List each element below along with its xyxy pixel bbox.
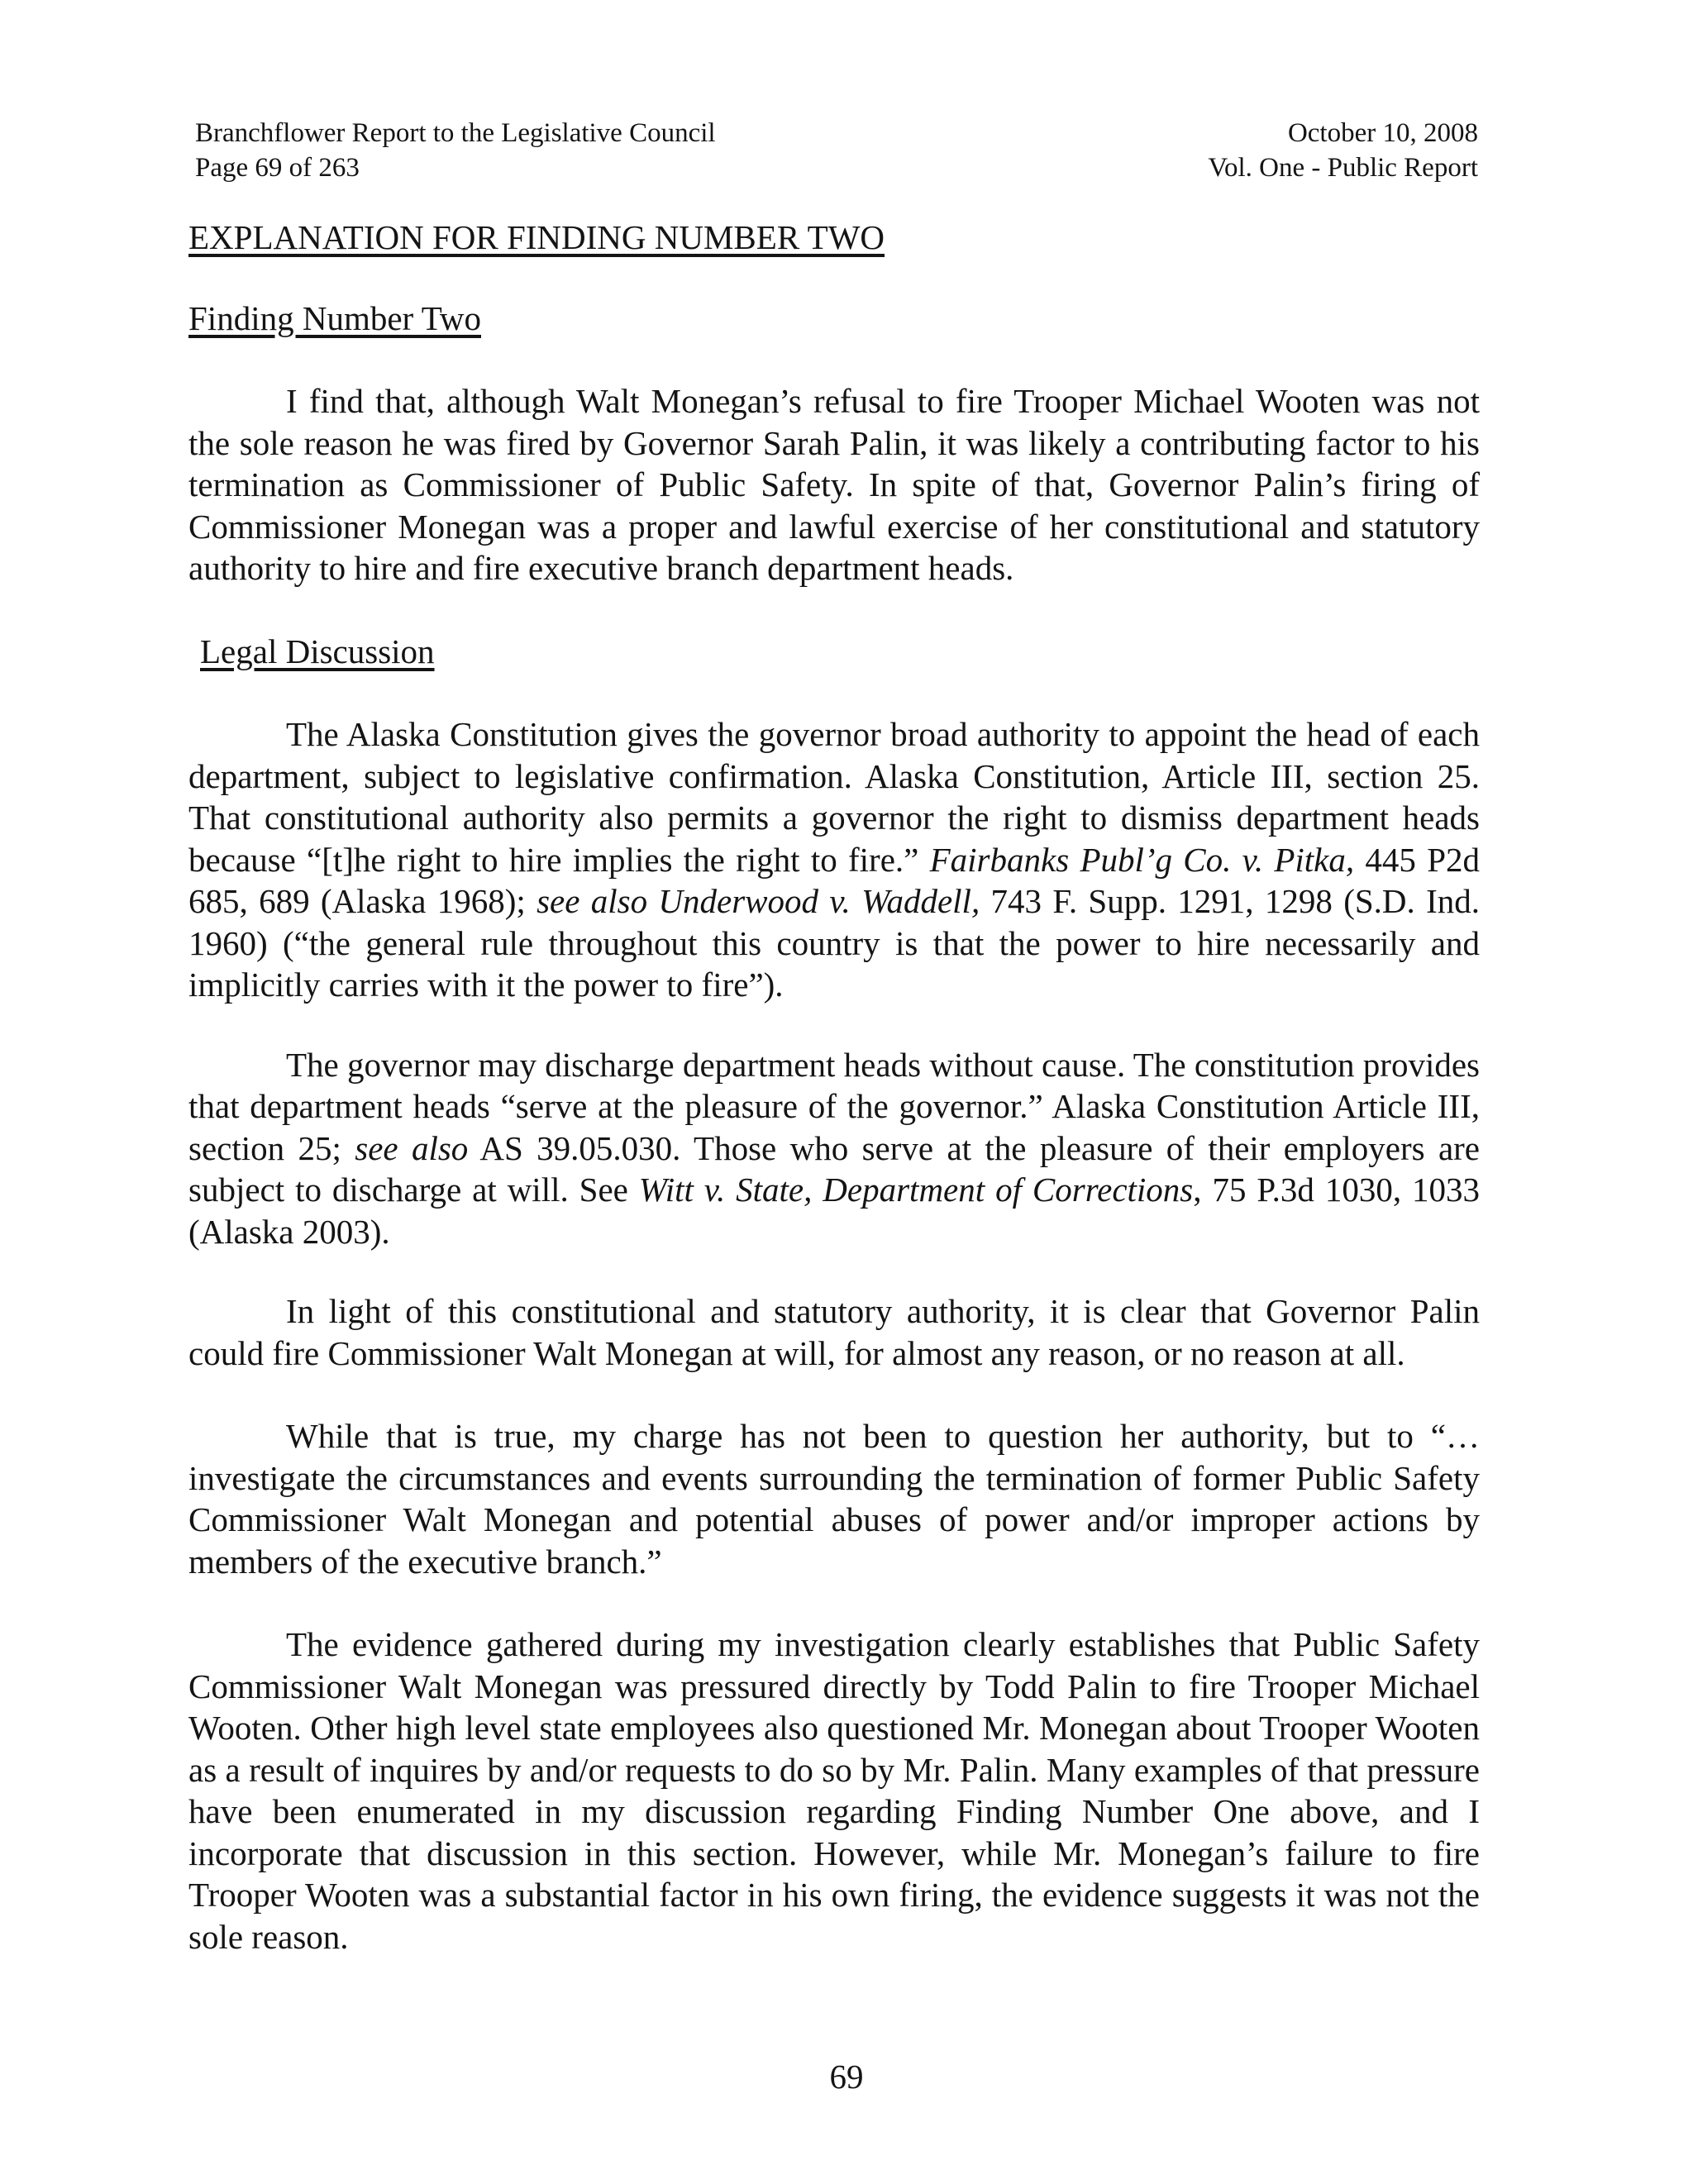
signal-phrase: see also: [355, 1128, 469, 1167]
legal-discussion-heading: Legal Discussion: [200, 632, 435, 670]
case-citation: Witt v. State, Department of Corrections: [638, 1171, 1194, 1209]
finding-heading: Finding Number Two: [188, 298, 481, 337]
page-count: Page 69 of 263: [195, 153, 360, 183]
paragraph-discharge: [188, 1044, 1480, 1253]
report-volume: Vol. One - Public Report: [1208, 153, 1478, 183]
page-number: 69: [829, 2058, 864, 2096]
report-date: October 10, 2008: [1287, 118, 1478, 148]
text-run: AS 39.05.030. Those who serve at the pleasure of their employers are subject to discharge at will. See: [188, 1128, 1480, 1209]
paragraph-authority: In light of this constitutional and statutory authority, it is clear that Governor Palin could fire Commissioner Walt Monegan at will, for almost any reason, or no reason at all.: [188, 1292, 1480, 1372]
case-citation: see also Underwood v. Waddell,: [537, 882, 980, 920]
finding-paragraph: I find that, although Walt Monegan’s refusal to fire Trooper Michael Wooten was not the sole reason he was fired by Governor Sarah Palin, it was likely a contributing factor to his termination as Commissioner of Public Safety. In spite of that, Governor Palin’s firing of Commissioner Monegan was a proper and lawful exercise of her constitutional and statutory authority to hire and fire executive branch department heads.: [188, 382, 1480, 587]
text-run: 743 F. Supp. 1291, 1298 (S.D. Ind. 1960) (“the general rule throughout this country is that the power to hire necessarily and implicitly carries with it the power to fire”).: [188, 882, 1480, 1004]
report-title: Branchflower Report to the Legislative Council: [195, 118, 716, 148]
case-citation: Fairbanks Publ’g Co. v. Pitka,: [929, 840, 1355, 879]
section-heading: EXPLANATION FOR FINDING NUMBER TWO: [188, 218, 885, 256]
document-body: [188, 217, 1480, 1999]
header-right: [1208, 116, 1478, 185]
paragraph-charge: While that is true, my charge has not been to question her authority, but to “…investigate the circumstances and events surrounding the termination of former Public Safety Commissioner Walt Monegan and potential abuses of power and/or improper actions by members of the executive branch.”: [188, 1417, 1480, 1581]
text-run: The governor may discharge department heads without cause. The constitution provides that department heads “serve at the pleasure of the governor.” Alaska Constitution Article III, section 25;: [188, 1045, 1480, 1167]
header-left: [195, 116, 716, 185]
text-run: , 75 P.3d 1030, 1033 (Alaska 2003).: [188, 1171, 1480, 1251]
paragraph-constitution: [188, 713, 1480, 1006]
text-run: The Alaska Constitution gives the governor broad authority to appoint the head of each department, subject to legislative confirmation. Alaska Constitution, Article III, section 25. That constitutional authority also permits a governor the right to dismiss department heads because “[t]he right to hire implies the right to fire.”: [188, 715, 1480, 879]
paragraph-evidence: The evidence gathered during my investigation clearly establishes that Public Safety Commissioner Walt Monegan was pressured directly by Todd Palin to fire Trooper Michael Wooten. Other high level state employees also questioned Mr. Monegan about Trooper Wooten as a result of inquires by and/or requests to do so by Mr. Palin. Many examples of that pressure have been enumerated in my discussion regarding Finding Number One above, and I incorporate that discussion in this section. However, while Mr. Monegan’s failure to fire Trooper Wooten was a substantial factor in his own firing, the evidence suggests it was not the sole reason.: [188, 1625, 1480, 1956]
text-run: 445 P2d 685, 689 (Alaska 1968);: [188, 840, 1480, 920]
